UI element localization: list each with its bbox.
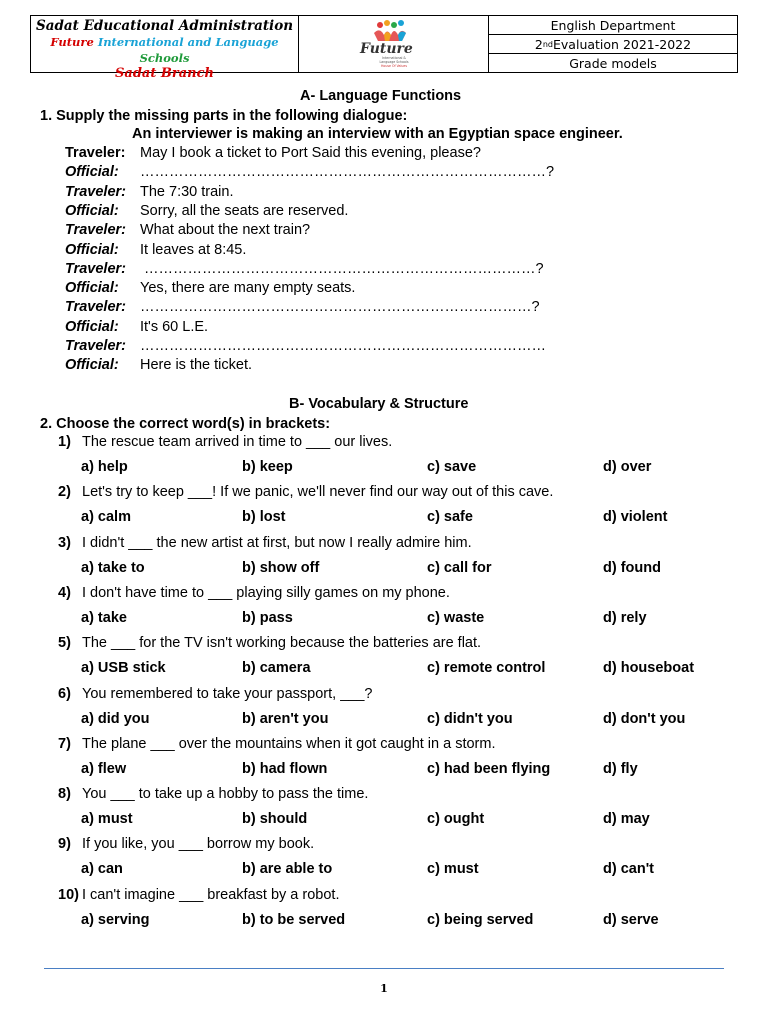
- dialogue-line: [65, 299, 540, 315]
- option-c[interactable]: c) waste: [427, 609, 485, 626]
- option-b[interactable]: b) lost: [242, 509, 286, 526]
- option-c[interactable]: c) remote control: [427, 660, 546, 677]
- speaker-label: Official:: [65, 318, 119, 335]
- option-c[interactable]: c) safe: [427, 509, 473, 526]
- option-a[interactable]: a) USB stick: [81, 660, 166, 677]
- speaker-label: Traveler:: [65, 183, 126, 200]
- evaluation-title: 2 nd Evaluation 2021-2022: [489, 35, 737, 54]
- question-text: I can't imagine ___ breakfast by a robot.: [82, 886, 340, 903]
- question-number: 5): [58, 635, 71, 652]
- question-item: [58, 736, 496, 752]
- question-1-subtitle: An interviewer is making an interview with an Egyptian space engineer.: [132, 126, 623, 142]
- question-2-title: 2. Choose the correct word(s) in brackets:: [40, 416, 331, 432]
- question-item: [58, 887, 339, 903]
- question-item: [58, 635, 481, 651]
- dialogue-line: [65, 145, 481, 161]
- question-number: 10): [58, 886, 79, 903]
- question-number: 3): [58, 534, 71, 551]
- school-logo: [354, 19, 434, 71]
- option-b[interactable]: b) show off: [242, 559, 320, 576]
- question-text: Let's try to keep ___! If we panic, we'll never find our way out of this cave.: [82, 484, 554, 501]
- question-number: 7): [58, 735, 71, 752]
- option-d[interactable]: d) fly: [603, 760, 638, 777]
- dialogue-line: [65, 261, 544, 277]
- option-c[interactable]: c) call for: [427, 559, 492, 576]
- speaker-label: Official:: [65, 241, 119, 258]
- option-b[interactable]: b) to be served: [242, 911, 346, 928]
- option-c[interactable]: c) must: [427, 861, 479, 878]
- dialogue-line: [65, 184, 234, 200]
- option-a[interactable]: a) did you: [81, 710, 150, 727]
- question-item: [58, 434, 392, 450]
- speaker-label: Official:: [65, 280, 119, 297]
- option-a[interactable]: a) take to: [81, 559, 145, 576]
- dialogue-text: …………………………………………………………………………: [140, 338, 546, 354]
- dialogue-line: [65, 242, 246, 258]
- footer-divider: [44, 968, 724, 969]
- option-b[interactable]: b) keep: [242, 459, 293, 475]
- option-d[interactable]: d) rely: [603, 609, 647, 626]
- section-b-title: B- Vocabulary & Structure: [289, 396, 469, 412]
- question-number: 2): [58, 484, 71, 501]
- option-b[interactable]: b) camera: [242, 660, 311, 677]
- question-text: I don't have time to ___ playing silly games on my phone.: [82, 584, 450, 601]
- dialogue-text: Here is the ticket.: [140, 357, 253, 374]
- svg-text:Future: Future: [360, 41, 413, 57]
- school-name-block: [31, 16, 299, 81]
- dialogue-text: Yes, there are many empty seats.: [140, 280, 356, 297]
- option-c[interactable]: c) didn't you: [427, 710, 513, 727]
- logo-cell: [299, 16, 489, 72]
- option-a[interactable]: a) serving: [81, 911, 150, 928]
- svg-text:Language Schools: Language Schools: [379, 60, 409, 64]
- department-name: English Department: [489, 16, 737, 35]
- option-a[interactable]: a) take: [81, 609, 127, 626]
- question-number: 4): [58, 584, 71, 601]
- dialogue-text: It's 60 L.E.: [140, 318, 209, 335]
- dialogue-line: [65, 280, 355, 296]
- school-name: Future International and Language Schools: [50, 35, 279, 65]
- question-item: [58, 686, 372, 702]
- speaker-label: Official:: [65, 164, 119, 181]
- option-d[interactable]: d) violent: [603, 509, 668, 526]
- svg-text:House Of Values: House Of Values: [380, 64, 408, 68]
- svg-text:International &: International &: [382, 56, 406, 60]
- speaker-label: Traveler:: [65, 299, 126, 316]
- question-number: 1): [58, 434, 71, 450]
- option-d[interactable]: d) found: [603, 559, 661, 576]
- dialogue-line: [65, 203, 348, 219]
- option-c[interactable]: c) had been flying: [427, 760, 551, 777]
- dialogue-text: May I book a ticket to Port Said this evening, please?: [140, 145, 481, 161]
- dialogue-text: What about the next train?: [140, 222, 311, 239]
- option-d[interactable]: d) houseboat: [603, 660, 695, 677]
- option-b[interactable]: b) are able to: [242, 861, 333, 878]
- question-number: 6): [58, 685, 71, 702]
- option-a[interactable]: a) must: [81, 811, 133, 828]
- option-a[interactable]: a) calm: [81, 509, 131, 526]
- question-item: [58, 484, 553, 500]
- option-d[interactable]: d) don't you: [603, 710, 686, 727]
- option-a[interactable]: a) can: [81, 861, 123, 878]
- question-number: 8): [58, 786, 71, 803]
- option-a[interactable]: a) flew: [81, 760, 127, 777]
- question-text: If you like, you ___ borrow my book.: [82, 836, 315, 853]
- option-d[interactable]: d) over: [603, 459, 652, 475]
- question-text: The plane ___ over the mountains when it got caught in a storm.: [82, 735, 496, 752]
- question-item: [58, 836, 314, 852]
- question-text: You remembered to take your passport, ___?: [82, 685, 373, 702]
- question-1-title: 1. Supply the missing parts in the following dialogue:: [40, 108, 408, 124]
- section-a-title: A- Language Functions: [300, 88, 462, 104]
- speaker-label: Traveler:: [65, 145, 126, 161]
- option-b[interactable]: b) pass: [242, 609, 293, 626]
- dialogue-line: [65, 164, 554, 180]
- option-d[interactable]: d) may: [603, 811, 650, 828]
- dialogue-text: …………………………………………………………………………?: [140, 164, 555, 181]
- option-c[interactable]: c) being served: [427, 911, 534, 928]
- question-item: [58, 535, 472, 551]
- question-text: You ___ to take up a hobby to pass the time.: [82, 786, 369, 803]
- option-c[interactable]: c) save: [427, 459, 477, 475]
- dialogue-text: It leaves at 8:45.: [140, 241, 247, 258]
- speaker-label: Official:: [65, 357, 119, 374]
- grade-models: Grade models: [569, 55, 657, 71]
- dialogue-text: The 7:30 train.: [140, 183, 234, 200]
- option-b[interactable]: b) should: [242, 811, 308, 828]
- page-number: 1: [380, 982, 388, 995]
- department-block: [489, 16, 737, 72]
- speaker-label: Official:: [65, 202, 119, 219]
- option-b[interactable]: b) had flown: [242, 760, 328, 777]
- dialogue-line: [65, 357, 252, 373]
- branch-name: Sadat Branch: [115, 66, 214, 81]
- dialogue-text: ………………………………………………………………………?: [140, 260, 544, 277]
- dialogue-text: ………………………………………………………………………?: [140, 299, 540, 316]
- dialogue-text: Sorry, all the seats are reserved.: [140, 202, 349, 219]
- option-a[interactable]: a) help: [81, 459, 128, 475]
- dialogue-line: [65, 222, 310, 238]
- administration-name: Sadat Educational Administration: [35, 18, 294, 34]
- speaker-label: Traveler:: [65, 222, 126, 239]
- question-text: The ___ for the TV isn't working because the batteries are flat.: [82, 635, 482, 652]
- dialogue-line: [65, 319, 208, 335]
- dialogue-line: [65, 338, 546, 354]
- question-number: 9): [58, 836, 71, 853]
- option-d[interactable]: d) can't: [603, 861, 654, 878]
- option-d[interactable]: d) serve: [603, 911, 659, 928]
- school-logo-icon: [354, 19, 434, 71]
- question-text: I didn't ___ the new artist at first, but now I really admire him.: [82, 534, 472, 551]
- option-b[interactable]: b) aren't you: [242, 710, 329, 727]
- question-text: The rescue team arrived in time to ___ our lives.: [82, 434, 393, 450]
- option-c[interactable]: c) ought: [427, 811, 485, 828]
- question-item: [58, 585, 450, 601]
- question-item: [58, 786, 368, 802]
- speaker-label: Traveler:: [65, 338, 126, 354]
- header-table: [30, 15, 738, 81]
- speaker-label: Traveler:: [65, 260, 126, 277]
